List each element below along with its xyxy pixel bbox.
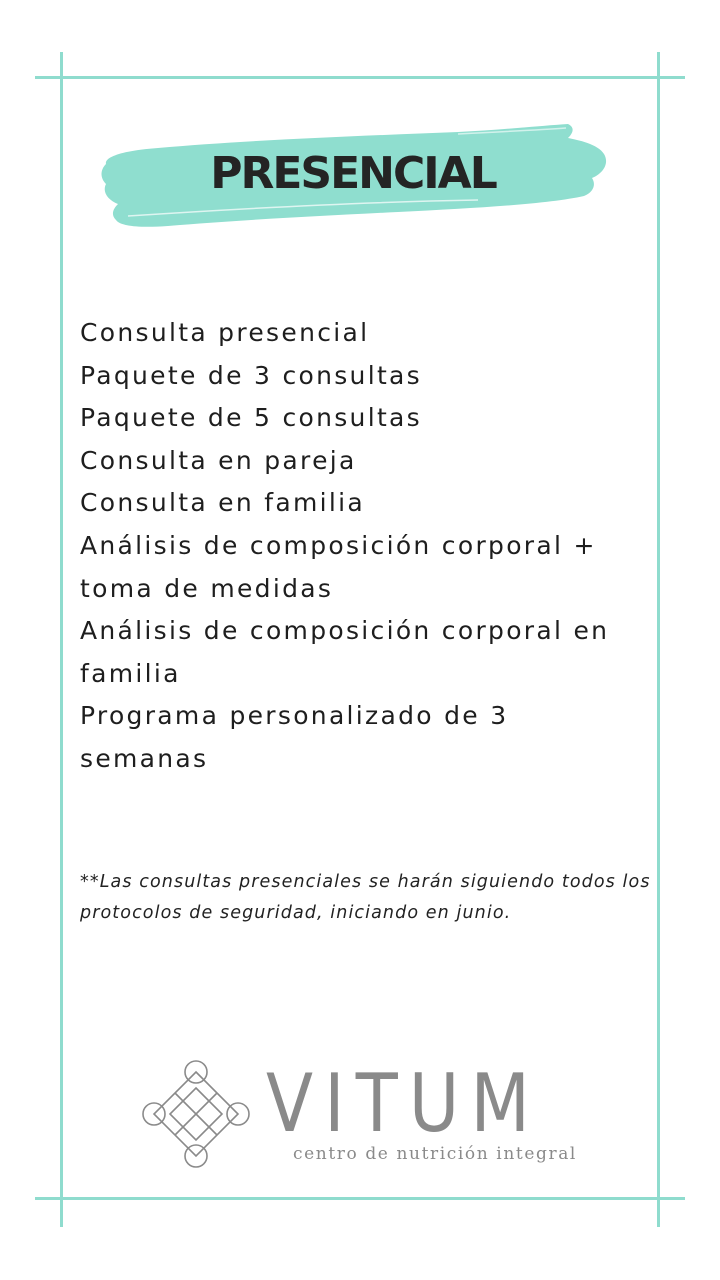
footnote: **Las consultas presenciales se harán siguiendo todos los protocolos de seguridad, iniciando en junio. [80, 872, 651, 923]
banner-title: PRESENCIAL [210, 148, 496, 199]
service-item: Programa personalizado de 3 [80, 701, 509, 731]
service-item: Consulta presencial [80, 318, 370, 347]
frame-line-left [60, 52, 63, 1227]
frame-line-top [35, 76, 685, 79]
services-list [80, 312, 660, 781]
logo-wordmark: VITUM [266, 1057, 541, 1150]
service-item: Paquete de 3 consultas [80, 360, 422, 390]
service-item-continuation: familia [80, 658, 181, 688]
vitum-logo [138, 1058, 588, 1170]
service-item-continuation: toma de medidas [80, 573, 334, 603]
logo-tagline: centro de nutrición integral [293, 1144, 577, 1164]
service-item: Consulta en familia [80, 488, 365, 518]
service-item: Análisis de composición corporal en [80, 616, 610, 646]
service-item-continuation: semanas [80, 743, 209, 773]
knot-logo-icon [138, 1058, 254, 1170]
service-item: Consulta en pareja [80, 445, 357, 475]
service-item: Análisis de composición corporal + [80, 530, 597, 560]
frame-line-bottom [35, 1197, 685, 1200]
title-banner [98, 120, 608, 232]
service-item: Paquete de 5 consultas [80, 403, 422, 433]
